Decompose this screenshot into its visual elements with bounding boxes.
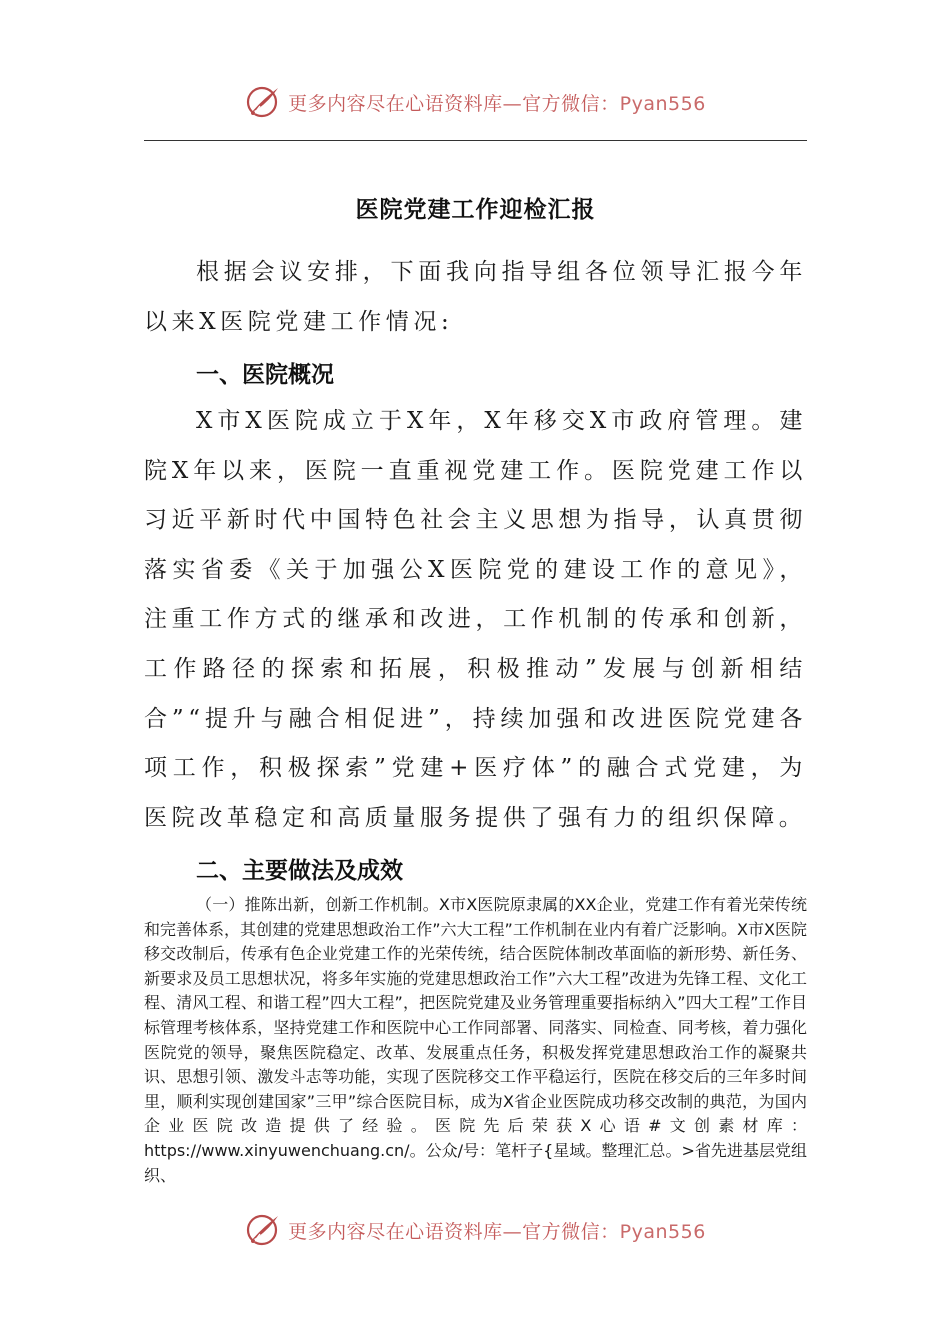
banner-text: 更多内容尽在心语资料库—官方微信：Pyan556 bbox=[288, 1220, 706, 1243]
overview-paragraph: X市X医院成立于X年，X年移交X市政府管理。建院X年以来，医院一直重视党建工作。医院党建工作以习近平新时代中国特色社会主义思想为指导，认真贯彻落实省委《关于加强公X医院党的建设工作的意见》，注重工作方式的继承和改进，工作机制的传承和创新，工作路径的探索和拓展，积极推动”发展与创新相结合”“提升与融合相促进”，持续加强和改进医院党建各项工作，积极探索”党建+医疗体”的融合式党建，为医院改革稳定和高质量服务提供了强有力的组织保障。 bbox=[144, 408, 807, 831]
section-heading-practices: 二、主要做法及成效 bbox=[196, 858, 403, 884]
banner-text: 更多内容尽在心语资料库—官方微信：Pyan556 bbox=[288, 92, 706, 115]
section-heading-overview: 一、医院概况 bbox=[196, 362, 334, 388]
wechat-id: Pyan556 bbox=[619, 92, 706, 115]
practices-paragraph: （一）推陈出新，创新工作机制。X市X医院原隶属的XX企业，党建工作有着光荣传统和完善体系，其创建的党建思想政治工作”六大工程”工作机制在业内有着广泛影响。X市X医院移交改制后，传承有色企业党建工作的光荣传统，结合医院体制改革面临的新形势、新任务、新要求及员工思想状况，将多年实施的党建思想政治工作”六大工程”改进为先锋工程、文化工程、清风工程、和谐工程”四大工程”，把医院党建及业务管理重要指标纳入”四大工程”工作目标管理考核体系，坚持党建工作和医院中心工作同部署、同落实、同检查、同考核，着力强化医院党的领导，聚焦医院稳定、改革、发展重点任务，积极发挥党建思想政治工作的凝聚共识、思想引领、激发斗志等功能，实现了医院移交工作平稳运行，医院在移交后的三年多时间里，顺利实现创建国家”三甲”综合医院目标，成为X省企业医院成功移交改制的典范，为国内企业医院改造提供了经验。医院先后荣获X心语#文创素材库：https://www.xinyuwenchuang.cn/。公众/号：笔杆子{星域。整理汇总。>省先进基层党组织、 bbox=[144, 895, 807, 1185]
footer-banner bbox=[0, 1210, 950, 1250]
header-rule bbox=[144, 140, 807, 141]
intro-paragraph: 根据会议安排，下面我向指导组各位领导汇报今年以来X医院党建工作情况: bbox=[144, 259, 807, 335]
page-title: 医院党建工作迎检汇报 bbox=[355, 196, 596, 224]
quill-pen-logo-icon bbox=[244, 82, 284, 122]
header-banner bbox=[0, 82, 950, 122]
quill-pen-logo-icon bbox=[244, 1210, 284, 1250]
wechat-id: Pyan556 bbox=[619, 1220, 706, 1243]
